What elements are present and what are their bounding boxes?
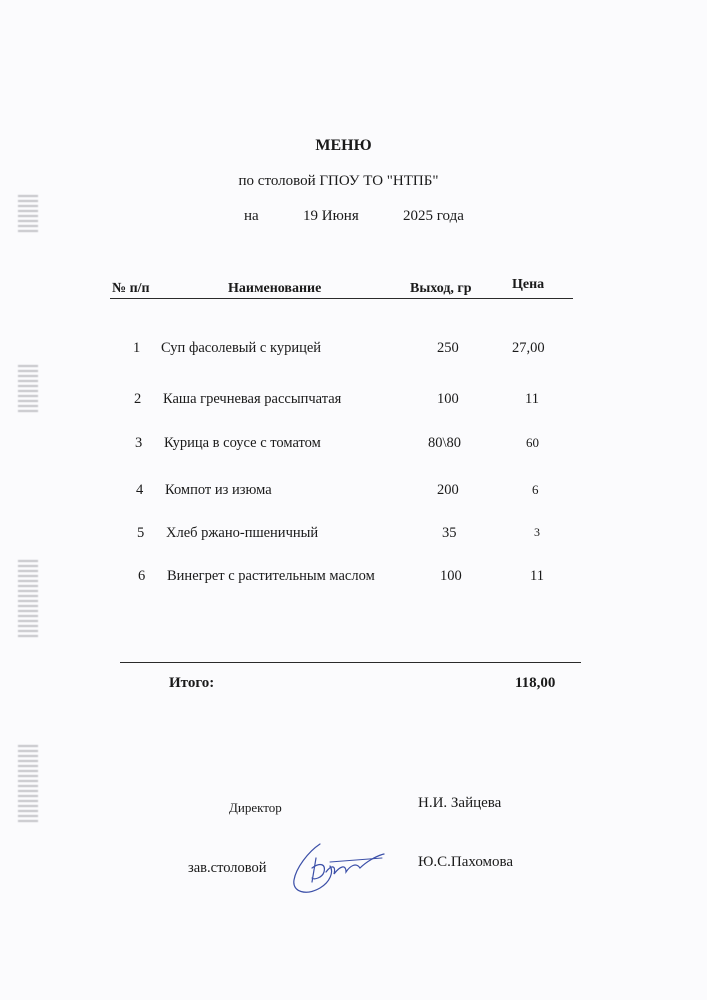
table-footer-rule	[120, 662, 581, 663]
canteen-manager-role: зав.столовой	[188, 860, 267, 876]
column-header-price: Цена	[512, 277, 545, 292]
director-role: Директор	[229, 800, 282, 815]
column-header-output: Выход, гр	[410, 281, 472, 296]
row-name: Компот из изюма	[165, 482, 272, 498]
row-output: 100	[440, 568, 462, 584]
row-name: Винегрет с растительным маслом	[167, 568, 375, 584]
row-num: 3	[135, 435, 143, 451]
table-row	[0, 340, 707, 362]
row-name: Курица в соусе с томатом	[164, 435, 321, 451]
director-name: Н.И. Зайцева	[418, 795, 502, 811]
row-output: 250	[437, 340, 459, 356]
row-num: 1	[133, 340, 141, 356]
row-price: 6	[532, 482, 539, 497]
canteen-manager-name: Ю.С.Пахомова	[418, 854, 514, 870]
table-row	[0, 391, 707, 413]
scan-artifact	[18, 745, 38, 825]
table-row	[0, 568, 707, 590]
row-num: 2	[134, 391, 142, 407]
table-row	[0, 435, 707, 457]
row-price: 11	[530, 568, 544, 584]
row-price: 3	[534, 525, 540, 539]
handwritten-signature	[290, 838, 386, 898]
date-year: 2025 года	[403, 208, 464, 224]
date-day: 19 Июня	[303, 208, 359, 224]
row-num: 5	[137, 525, 145, 541]
total-label: Итого:	[169, 675, 215, 691]
row-name: Хлеб ржано-пшеничный	[166, 525, 319, 541]
row-output: 35	[442, 525, 457, 541]
column-header-num: № п/п	[112, 281, 150, 296]
row-num: 6	[138, 568, 146, 584]
table-row	[0, 482, 707, 504]
column-header-name: Наименование	[228, 281, 322, 296]
table-header-rule	[110, 298, 573, 299]
document-title: МЕНЮ	[315, 137, 372, 154]
table-row	[0, 525, 707, 547]
total-value: 118,00	[515, 675, 556, 691]
row-output: 200	[437, 482, 459, 498]
row-price: 11	[525, 391, 539, 407]
row-num: 4	[136, 482, 144, 498]
row-output: 100	[437, 391, 459, 407]
document-subtitle: по столовой ГПОУ ТО "НТПБ"	[238, 173, 439, 189]
row-name: Каша гречневая рассыпчатая	[163, 391, 342, 407]
scan-artifact	[18, 195, 38, 235]
row-price: 27,00	[512, 340, 545, 356]
row-name: Суп фасолевый с курицей	[161, 340, 322, 356]
row-output: 80\80	[428, 435, 462, 451]
date-prefix: на	[244, 208, 259, 224]
row-price: 60	[526, 435, 539, 450]
